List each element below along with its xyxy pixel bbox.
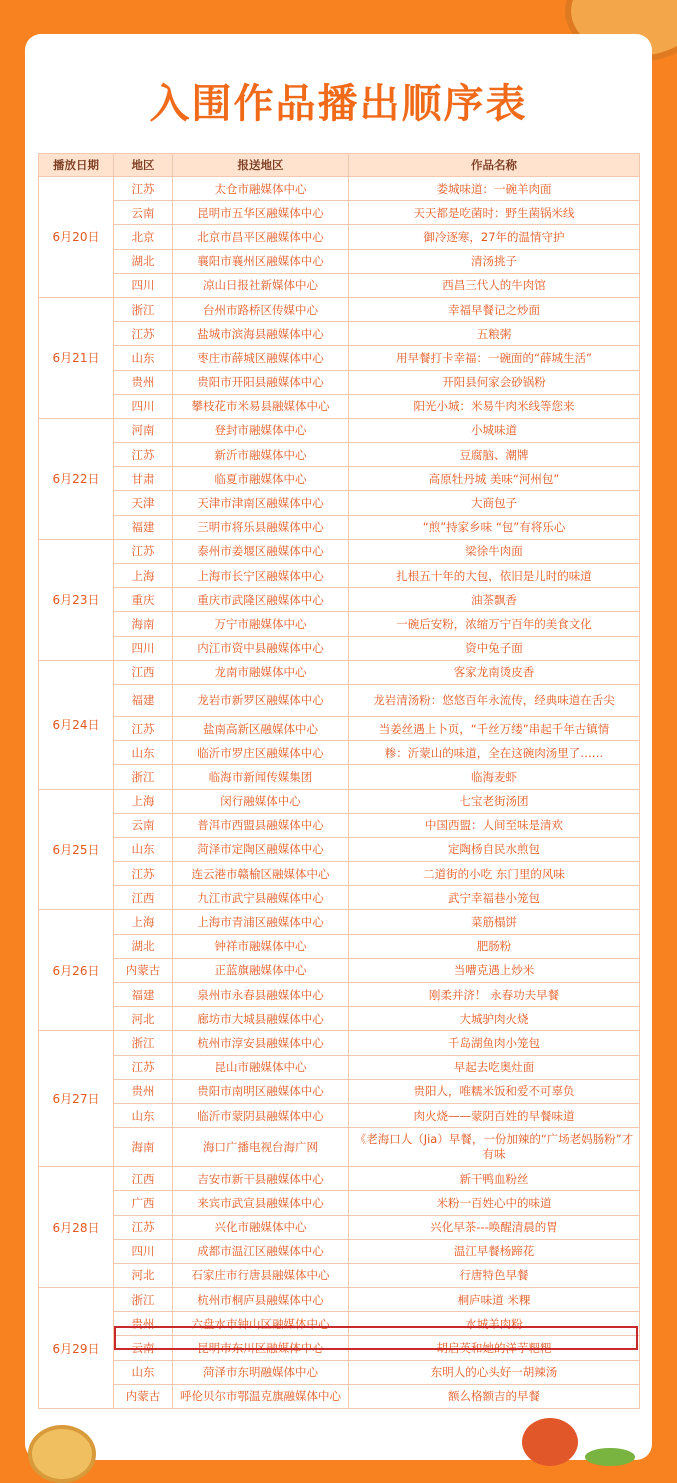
work-cell: 娄城味道：一碗羊肉面	[349, 177, 640, 201]
table-row	[39, 273, 640, 297]
table-body	[39, 177, 640, 1409]
org-cell: 北京市昌平区融媒体中心	[173, 225, 349, 249]
food-decoration-right	[522, 1418, 578, 1466]
region-cell: 山东	[114, 741, 173, 765]
region-cell: 江西	[114, 886, 173, 910]
region-cell: 上海	[114, 910, 173, 934]
table-row	[39, 1191, 640, 1215]
header-date: 播放日期	[39, 154, 114, 177]
table-row	[39, 1360, 640, 1384]
work-cell: 当姜丝遇上卜页，“千丝万缕”串起千年古镇情	[349, 716, 640, 740]
org-cell: 成都市温江区融媒体中心	[173, 1239, 349, 1263]
org-cell: 昆明市五华区融媒体中心	[173, 201, 349, 225]
work-cell: 天天都是吃菌时：野生菌锅米线	[349, 201, 640, 225]
region-cell: 四川	[114, 273, 173, 297]
table-row	[39, 862, 640, 886]
work-cell: 清汤挑子	[349, 249, 640, 273]
work-cell: 刚柔并济！ 永春功夫早餐	[349, 983, 640, 1007]
date-cell: 6月20日	[39, 177, 114, 298]
work-cell: 米粉一百姓心中的味道	[349, 1191, 640, 1215]
region-cell: 四川	[114, 1239, 173, 1263]
table-row	[39, 515, 640, 539]
region-cell: 江西	[114, 660, 173, 684]
org-cell: 九江市武宁县融媒体中心	[173, 886, 349, 910]
region-cell: 江苏	[114, 322, 173, 346]
region-cell: 江苏	[114, 1055, 173, 1079]
work-cell: 油茶飘香	[349, 588, 640, 612]
table-row	[39, 612, 640, 636]
region-cell: 云南	[114, 201, 173, 225]
region-cell: 河南	[114, 418, 173, 442]
table-row	[39, 1103, 640, 1127]
work-cell: 小城味道	[349, 418, 640, 442]
table-row	[39, 1055, 640, 1079]
region-cell: 内蒙古	[114, 1384, 173, 1408]
table-row	[39, 177, 640, 201]
date-cell: 6月23日	[39, 539, 114, 660]
table-row	[39, 886, 640, 910]
org-cell: 六盘水市钟山区融媒体中心	[173, 1312, 349, 1336]
region-cell: 江西	[114, 1167, 173, 1191]
work-cell: “煎”持家乡味 “包”有将乐心	[349, 515, 640, 539]
org-cell: 上海市长宁区融媒体中心	[173, 564, 349, 588]
table-row	[39, 322, 640, 346]
org-cell: 菏泽市东明融媒体中心	[173, 1360, 349, 1384]
table-row	[39, 1215, 640, 1239]
org-cell: 登封市融媒体中心	[173, 418, 349, 442]
highlight-box	[114, 1326, 638, 1350]
date-cell: 6月22日	[39, 418, 114, 539]
date-cell: 6月24日	[39, 660, 114, 789]
region-cell: 海南	[114, 1128, 173, 1167]
table-row	[39, 564, 640, 588]
work-cell: 中国西盟：人间至味是清欢	[349, 813, 640, 837]
work-cell: 开阳县何家会砂锅粉	[349, 370, 640, 394]
region-cell: 浙江	[114, 765, 173, 789]
work-cell: 兴化早茶---唤醒清晨的胃	[349, 1215, 640, 1239]
region-cell: 江苏	[114, 443, 173, 467]
header-work: 作品名称	[349, 154, 640, 177]
region-cell: 江苏	[114, 539, 173, 563]
work-cell: 肥肠粉	[349, 934, 640, 958]
work-cell: 武宁幸福巷小笼包	[349, 886, 640, 910]
region-cell: 贵州	[114, 1312, 173, 1336]
org-cell: 上海市青浦区融媒体中心	[173, 910, 349, 934]
date-cell: 6月28日	[39, 1167, 114, 1288]
org-cell: 泉州市永春县融媒体中心	[173, 983, 349, 1007]
work-cell: 龙岩清汤粉：悠悠百年永流传，经典味道在舌尖	[349, 684, 640, 716]
org-cell: 海口广播电视台海广网	[173, 1128, 349, 1167]
table-row	[39, 1239, 640, 1263]
org-cell: 呼伦贝尔市鄂温克旗融媒体中心	[173, 1384, 349, 1408]
org-cell: 枣庄市薛城区融媒体中心	[173, 346, 349, 370]
table-row	[39, 588, 640, 612]
work-cell: 千岛湖鱼肉小笼包	[349, 1031, 640, 1055]
header-org: 报送地区	[173, 154, 349, 177]
table-row	[39, 443, 640, 467]
table-row	[39, 1167, 640, 1191]
table-row	[39, 225, 640, 249]
table-row	[39, 1384, 640, 1408]
work-cell: 资中兔子面	[349, 636, 640, 660]
work-cell: 菜筋榻饼	[349, 910, 640, 934]
region-cell: 浙江	[114, 297, 173, 321]
org-cell: 廊坊市大城县融媒体中心	[173, 1007, 349, 1031]
org-cell: 来宾市武宣县融媒体中心	[173, 1191, 349, 1215]
org-cell: 临沂市蒙阴县融媒体中心	[173, 1103, 349, 1127]
work-cell: 二道街的小吃 东门里的风味	[349, 862, 640, 886]
org-cell: 连云港市赣榆区融媒体中心	[173, 862, 349, 886]
work-cell: 一碗后安粉，浓缩万宁百年的美食文化	[349, 612, 640, 636]
region-cell: 江苏	[114, 177, 173, 201]
work-cell: 客家龙南烫皮香	[349, 660, 640, 684]
org-cell: 昆山市融媒体中心	[173, 1055, 349, 1079]
page-title: 入围作品播出顺序表	[149, 81, 528, 127]
org-cell: 贵阳市开阳县融媒体中心	[173, 370, 349, 394]
region-cell: 贵州	[114, 1079, 173, 1103]
table-row	[39, 1128, 640, 1167]
work-cell: 临海麦虾	[349, 765, 640, 789]
region-cell: 上海	[114, 564, 173, 588]
region-cell: 河北	[114, 1007, 173, 1031]
region-cell: 福建	[114, 515, 173, 539]
work-cell: 幸福早餐记之炒面	[349, 297, 640, 321]
table-row	[39, 539, 640, 563]
region-cell: 四川	[114, 636, 173, 660]
work-cell: 早起去吃奥灶面	[349, 1055, 640, 1079]
table-row	[39, 418, 640, 442]
work-cell: 定陶杨自民水煎包	[349, 837, 640, 861]
schedule-table	[38, 153, 640, 1409]
work-cell: 贵阳人，唯糯米饭和爱不可辜负	[349, 1079, 640, 1103]
table-row	[39, 370, 640, 394]
work-cell: 豆腐脑、潮牌	[349, 443, 640, 467]
table-row	[39, 1079, 640, 1103]
header-region: 地区	[114, 154, 173, 177]
date-cell: 6月27日	[39, 1031, 114, 1167]
org-cell: 杭州市桐庐县融媒体中心	[173, 1288, 349, 1312]
region-cell: 湖北	[114, 249, 173, 273]
org-cell: 正蓝旗融媒体中心	[173, 958, 349, 982]
table-row	[39, 789, 640, 813]
table-row	[39, 346, 640, 370]
work-cell: 御冷逐寒，27年的温情守护	[349, 225, 640, 249]
org-cell: 天津市津南区融媒体中心	[173, 491, 349, 515]
org-cell: 吉安市新干县融媒体中心	[173, 1167, 349, 1191]
table-row	[39, 741, 640, 765]
table-row	[39, 1031, 640, 1055]
work-cell: 高原牡丹城 美味“河州包”	[349, 467, 640, 491]
org-cell: 闵行融媒体中心	[173, 789, 349, 813]
org-cell: 太仓市融媒体中心	[173, 177, 349, 201]
table-row	[39, 467, 640, 491]
org-cell: 重庆市武隆区融媒体中心	[173, 588, 349, 612]
region-cell: 河北	[114, 1263, 173, 1287]
work-cell: 肉火烧——蒙阴百姓的早餐味道	[349, 1103, 640, 1127]
table-row	[39, 716, 640, 740]
region-cell: 广西	[114, 1191, 173, 1215]
work-cell: 胡启英和她的洋芋粑粑	[349, 1336, 640, 1360]
org-cell: 兴化市融媒体中心	[173, 1215, 349, 1239]
region-cell: 江苏	[114, 1215, 173, 1239]
org-cell: 盐南高新区融媒体中心	[173, 716, 349, 740]
table-row	[39, 297, 640, 321]
table-row	[39, 249, 640, 273]
org-cell: 凉山日报社新媒体中心	[173, 273, 349, 297]
region-cell: 山东	[114, 1103, 173, 1127]
table-row	[39, 491, 640, 515]
region-cell: 甘肃	[114, 467, 173, 491]
region-cell: 四川	[114, 394, 173, 418]
region-cell: 山东	[114, 346, 173, 370]
table-row	[39, 958, 640, 982]
org-cell: 临夏市融媒体中心	[173, 467, 349, 491]
date-cell: 6月29日	[39, 1288, 114, 1409]
region-cell: 湖北	[114, 934, 173, 958]
work-cell: 水城羊肉粉	[349, 1312, 640, 1336]
work-cell: 用早餐打卡幸福：一碗面的“薛城生活”	[349, 346, 640, 370]
org-cell: 临沂市罗庄区融媒体中心	[173, 741, 349, 765]
work-cell: 糁：沂蒙山的味道，全在这碗肉汤里了……	[349, 741, 640, 765]
region-cell: 山东	[114, 1360, 173, 1384]
region-cell: 浙江	[114, 1288, 173, 1312]
table-row	[39, 765, 640, 789]
org-cell: 临海市新闻传媒集团	[173, 765, 349, 789]
region-cell: 福建	[114, 983, 173, 1007]
work-cell: 桐庐味道 米粿	[349, 1288, 640, 1312]
date-cell: 6月25日	[39, 789, 114, 910]
food-decoration-left	[28, 1425, 96, 1483]
work-cell: 扎根五十年的大包，依旧是儿时的味道	[349, 564, 640, 588]
region-cell: 云南	[114, 1336, 173, 1360]
table-row	[39, 636, 640, 660]
work-cell: 额么格额吉的早餐	[349, 1384, 640, 1408]
table-row	[39, 394, 640, 418]
org-cell: 盐城市滨海县融媒体中心	[173, 322, 349, 346]
work-cell: 五粮粥	[349, 322, 640, 346]
table-row	[39, 1288, 640, 1312]
date-cell: 6月26日	[39, 910, 114, 1031]
region-cell: 上海	[114, 789, 173, 813]
work-cell: 东明人的心头好一胡辣汤	[349, 1360, 640, 1384]
org-cell: 贵阳市南明区融媒体中心	[173, 1079, 349, 1103]
table-row	[39, 813, 640, 837]
region-cell: 云南	[114, 813, 173, 837]
org-cell: 钟祥市融媒体中心	[173, 934, 349, 958]
table-row	[39, 983, 640, 1007]
org-cell: 杭州市淳安县融媒体中心	[173, 1031, 349, 1055]
region-cell: 北京	[114, 225, 173, 249]
table-row	[39, 910, 640, 934]
region-cell: 江苏	[114, 716, 173, 740]
region-cell: 内蒙古	[114, 958, 173, 982]
org-cell: 新沂市融媒体中心	[173, 443, 349, 467]
work-cell: 阳光小城：米易牛肉米线等您来	[349, 394, 640, 418]
leaf-decoration	[585, 1448, 635, 1466]
table-row	[39, 934, 640, 958]
work-cell: 大城驴肉火烧	[349, 1007, 640, 1031]
org-cell: 万宁市融媒体中心	[173, 612, 349, 636]
table-row	[39, 1007, 640, 1031]
work-cell: 行唐特色早餐	[349, 1263, 640, 1287]
work-cell: 大商包子	[349, 491, 640, 515]
org-cell: 普洱市西盟县融媒体中心	[173, 813, 349, 837]
org-cell: 台州市路桥区传媒中心	[173, 297, 349, 321]
region-cell: 海南	[114, 612, 173, 636]
work-cell: 新干鸭血粉丝	[349, 1167, 640, 1191]
table-row	[39, 1263, 640, 1287]
region-cell: 福建	[114, 684, 173, 716]
work-cell: 当嘈克遇上炒米	[349, 958, 640, 982]
org-cell: 内江市资中县融媒体中心	[173, 636, 349, 660]
table-row	[39, 684, 640, 716]
work-cell: 梁徐牛肉面	[349, 539, 640, 563]
work-cell: 《老海口人（Jia）早餐，一份加辣的“广场老妈肠粉”才有味	[349, 1128, 640, 1167]
table-row	[39, 837, 640, 861]
region-cell: 江苏	[114, 862, 173, 886]
org-cell: 龙南市融媒体中心	[173, 660, 349, 684]
table-row	[39, 660, 640, 684]
org-cell: 襄阳市襄州区融媒体中心	[173, 249, 349, 273]
org-cell: 石家庄市行唐县融媒体中心	[173, 1263, 349, 1287]
region-cell: 山东	[114, 837, 173, 861]
region-cell: 天津	[114, 491, 173, 515]
table-row	[39, 201, 640, 225]
table-header-row	[39, 154, 640, 177]
region-cell: 浙江	[114, 1031, 173, 1055]
work-cell: 西昌三代人的牛肉馆	[349, 273, 640, 297]
org-cell: 龙岩市新罗区融媒体中心	[173, 684, 349, 716]
org-cell: 三明市将乐县融媒体中心	[173, 515, 349, 539]
work-cell: 七宝老街汤团	[349, 789, 640, 813]
work-cell: 温江早餐杨蹄花	[349, 1239, 640, 1263]
org-cell: 攀枝花市米易县融媒体中心	[173, 394, 349, 418]
region-cell: 贵州	[114, 370, 173, 394]
org-cell: 昆明市东川区融媒体中心	[173, 1336, 349, 1360]
org-cell: 泰州市姜堰区融媒体中心	[173, 539, 349, 563]
region-cell: 重庆	[114, 588, 173, 612]
date-cell: 6月21日	[39, 297, 114, 418]
org-cell: 菏泽市定陶区融媒体中心	[173, 837, 349, 861]
